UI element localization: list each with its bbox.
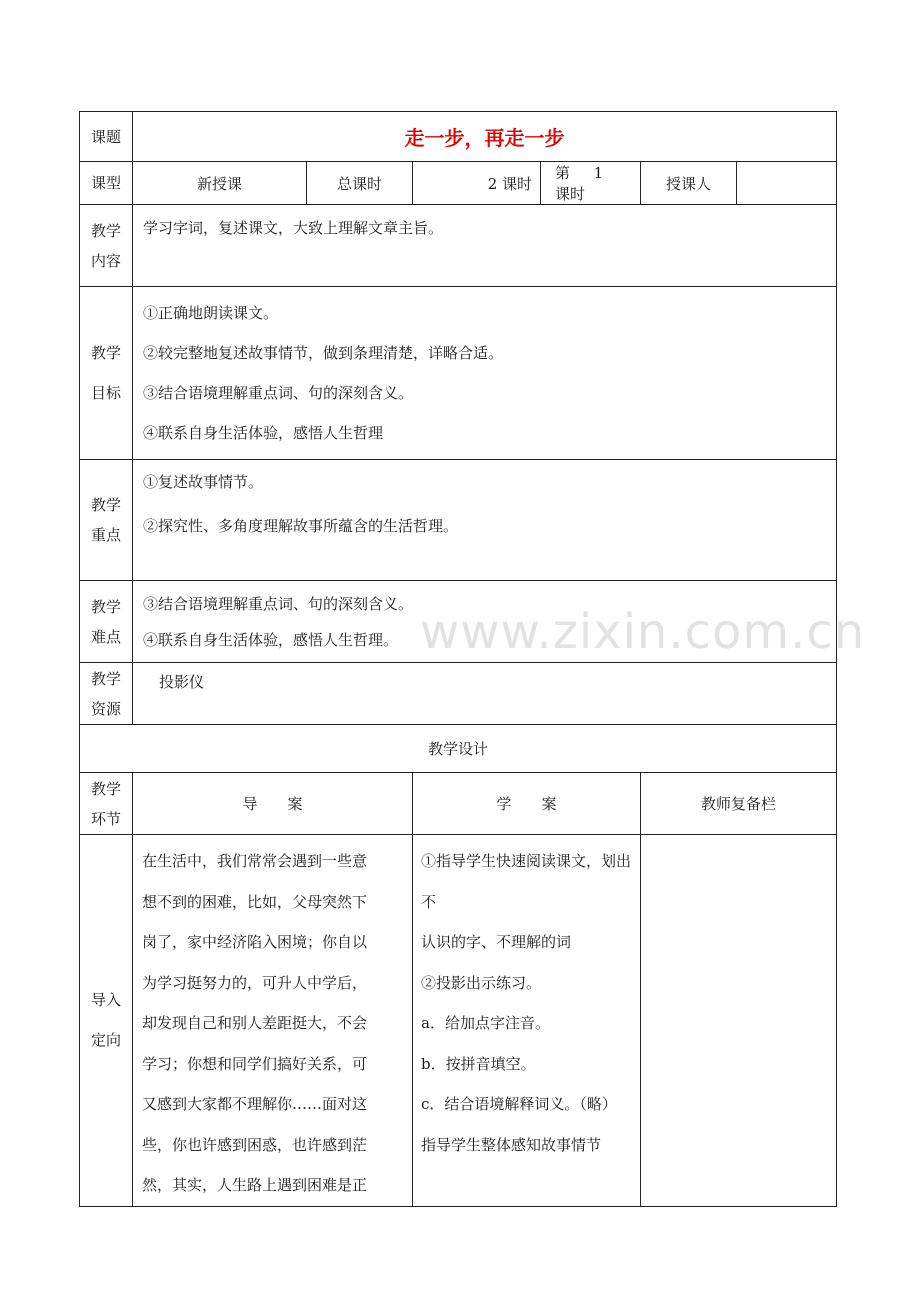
row-difficulties xyxy=(80,581,837,663)
study-line: ①指导学生快速阅读课文，划出不 xyxy=(421,852,632,911)
content-text-cell xyxy=(133,205,837,287)
col-study-header: 学 案 xyxy=(413,773,641,835)
key-point-item: ②探究性、多角度理解故事所蕴含的生活哲理。 xyxy=(143,517,459,535)
study-line: 指导学生整体感知故事情节 xyxy=(421,1135,602,1154)
row-stage-intro xyxy=(80,835,837,1207)
guide-line: 却发现自己和别人差距挺大，不会 xyxy=(142,1014,368,1032)
row-content xyxy=(80,205,837,287)
resources-text: 投影仪 xyxy=(159,673,205,691)
study-text xyxy=(413,835,641,1207)
objective-item: ④联系自身生活体验，感悟人生哲理 xyxy=(143,424,384,442)
guide-line: 岗了，家中经济陷入困境；你自以 xyxy=(142,933,368,951)
objective-item: ②较完整地复述故事情节，做到条理清楚，详略合适。 xyxy=(143,344,504,362)
guide-line: 在生活中，我们常常会遇到一些意 xyxy=(142,852,368,870)
study-line: b．按拼音填空。 xyxy=(421,1054,536,1073)
col-notes-header: 教师复备栏 xyxy=(641,773,837,835)
lesson-title: 走一步，再走一步 xyxy=(133,112,837,162)
study-line: 认识的字、不理解的词 xyxy=(421,933,572,951)
study-line: a．给加点字注音。 xyxy=(421,1014,550,1032)
guide-line: 学习；你想和同学们搞好关系，可 xyxy=(142,1054,368,1073)
resources-cell xyxy=(133,663,837,725)
teacher-label: 授课人 xyxy=(641,162,737,205)
teacher-value xyxy=(737,162,837,205)
type-value: 新授课 xyxy=(133,162,307,205)
lesson-plan-table xyxy=(79,111,837,1207)
notes-cell xyxy=(641,835,837,1207)
guide-line: 想不到的困难，比如，父母突然下 xyxy=(142,892,368,911)
resources-label: 教学 资源 xyxy=(80,663,133,725)
objective-item: ①正确地朗读课文。 xyxy=(143,304,279,322)
watermark: www.zixin.com.cn xyxy=(420,604,866,660)
guide-line: 然，其实，人生路上遇到困难是正 xyxy=(142,1176,368,1194)
row-resources xyxy=(80,663,837,725)
key-points-list xyxy=(133,460,837,581)
row-design-title xyxy=(80,725,837,773)
objectives-label: 教学 目标 xyxy=(80,287,133,460)
guide-text xyxy=(133,835,413,1207)
period-number: 1 xyxy=(593,164,604,182)
col-guide-header: 导 案 xyxy=(133,773,413,835)
topic-label: 课题 xyxy=(80,112,133,162)
objectives-list xyxy=(133,287,837,460)
study-line: ②投影出示练习。 xyxy=(421,973,542,992)
period-cell xyxy=(541,162,641,205)
col-stage-header: 教学 环节 xyxy=(80,773,133,835)
row-design-headers xyxy=(80,773,837,835)
total-hours-label: 总课时 xyxy=(307,162,413,205)
row-objectives xyxy=(80,287,837,460)
objective-item: ③结合语境理解重点词、句的深刻含义。 xyxy=(143,384,414,402)
guide-line: 些，你也许感到困惑，也许感到茫 xyxy=(142,1135,368,1154)
difficulties-label: 教学 难点 xyxy=(80,581,133,663)
content-label: 教学 内容 xyxy=(80,205,133,287)
stage-intro-label: 导入 定向 xyxy=(80,835,133,1207)
guide-line: 为学习挺努力的，可升人中学后， xyxy=(142,973,368,992)
difficulty-item: ③结合语境理解重点词、句的深刻含义。 xyxy=(143,594,414,613)
difficulties-list xyxy=(133,581,837,663)
difficulty-item: ④联系自身生活体验，感悟人生哲理。 xyxy=(143,630,399,649)
row-key-points xyxy=(80,460,837,581)
period-suffix: 课时 xyxy=(555,185,586,203)
key-point-item: ①复述故事情节。 xyxy=(143,473,264,491)
guide-line: 又感到大家都不理解你……面对这 xyxy=(142,1095,368,1113)
row-type xyxy=(80,162,837,205)
key-points-label: 教学 重点 xyxy=(80,460,133,581)
row-topic xyxy=(80,112,837,162)
period-prefix: 第 xyxy=(555,164,571,182)
study-line: c．结合语境解释词义。（略） xyxy=(421,1095,617,1113)
type-label: 课型 xyxy=(80,162,133,205)
content-text: 学习字词，复述课文，大致上理解文章主旨。 xyxy=(143,219,444,237)
total-hours-value: 2 课时 xyxy=(413,162,541,205)
design-title: 教学设计 xyxy=(80,725,837,773)
